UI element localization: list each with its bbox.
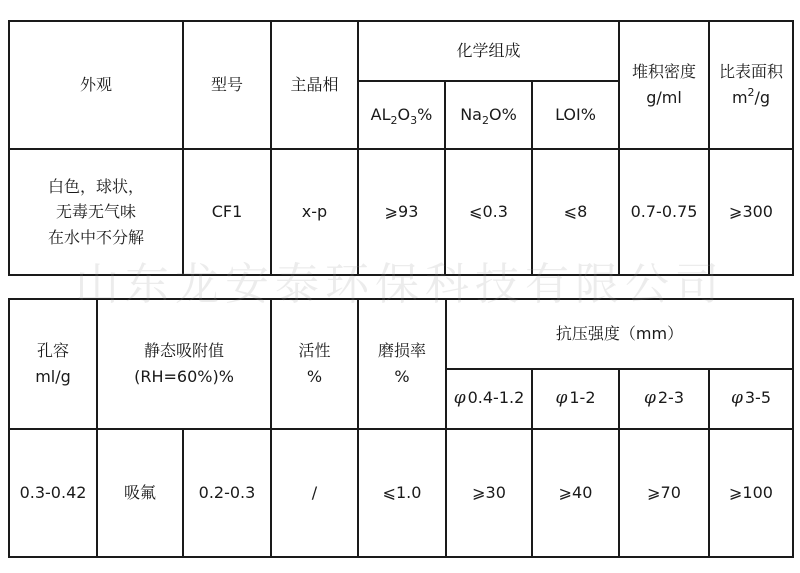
- header-size-0: φ 0.4-1.2: [446, 369, 532, 429]
- header-model: 型号: [183, 21, 271, 149]
- header-size-1: φ 1-2: [532, 369, 619, 429]
- cell-activity: /: [271, 429, 358, 557]
- header-loi: LOI%: [532, 81, 619, 149]
- cell-wear-rate: ⩽1.0: [358, 429, 446, 557]
- cell-surface-area: ⩾300: [709, 149, 793, 275]
- spec-table-2: [8, 298, 794, 558]
- cell-pore-volume: 0.3-0.42: [9, 429, 97, 557]
- header-appearance: 外观: [9, 21, 183, 149]
- header-crush-strength: 抗压强度（mm）: [446, 299, 793, 369]
- cell-crush-2: ⩾70: [619, 429, 709, 557]
- cell-na2o: ⩽0.3: [445, 149, 532, 275]
- cell-bulk-density: 0.7-0.75: [619, 149, 709, 275]
- cell-model: CF1: [183, 149, 271, 275]
- cell-static-value: 0.2-0.3: [183, 429, 271, 557]
- header-static-adsorption: 静态吸附值 (RH=60%)%: [97, 299, 271, 429]
- header-wear-rate: 磨损率 %: [358, 299, 446, 429]
- header-na2o: $Na_2O\%$: [445, 81, 532, 149]
- header-activity: 活性 %: [271, 299, 358, 429]
- header-composition: 化学组成: [358, 21, 619, 81]
- header-pore-volume: 孔容 ml/g: [9, 299, 97, 429]
- header-bulk-density: 堆积密度 g/ml: [619, 21, 709, 149]
- header-al2o3: $AL_2O_3\%$: [358, 81, 445, 149]
- spec-table-1: [8, 20, 794, 276]
- cell-crush-1: ⩾40: [532, 429, 619, 557]
- header-surface-area: 比表面积 $m^2/g$: [709, 21, 793, 149]
- cell-static-label: 吸氟: [97, 429, 183, 557]
- cell-al2o3: ⩾93: [358, 149, 445, 275]
- header-size-2: φ 2-3: [619, 369, 709, 429]
- cell-phase: x-p: [271, 149, 358, 275]
- cell-crush-3: ⩾100: [709, 429, 793, 557]
- header-size-3: φ 3-5: [709, 369, 793, 429]
- cell-loi: ⩽8: [532, 149, 619, 275]
- cell-appearance: 白色，球状， 无毒无气味 在水中不分解: [9, 149, 183, 275]
- cell-crush-0: ⩾30: [446, 429, 532, 557]
- watermark: 山东龙安泰环保科技有限公司: [75, 259, 725, 310]
- header-phase: 主晶相: [271, 21, 358, 149]
